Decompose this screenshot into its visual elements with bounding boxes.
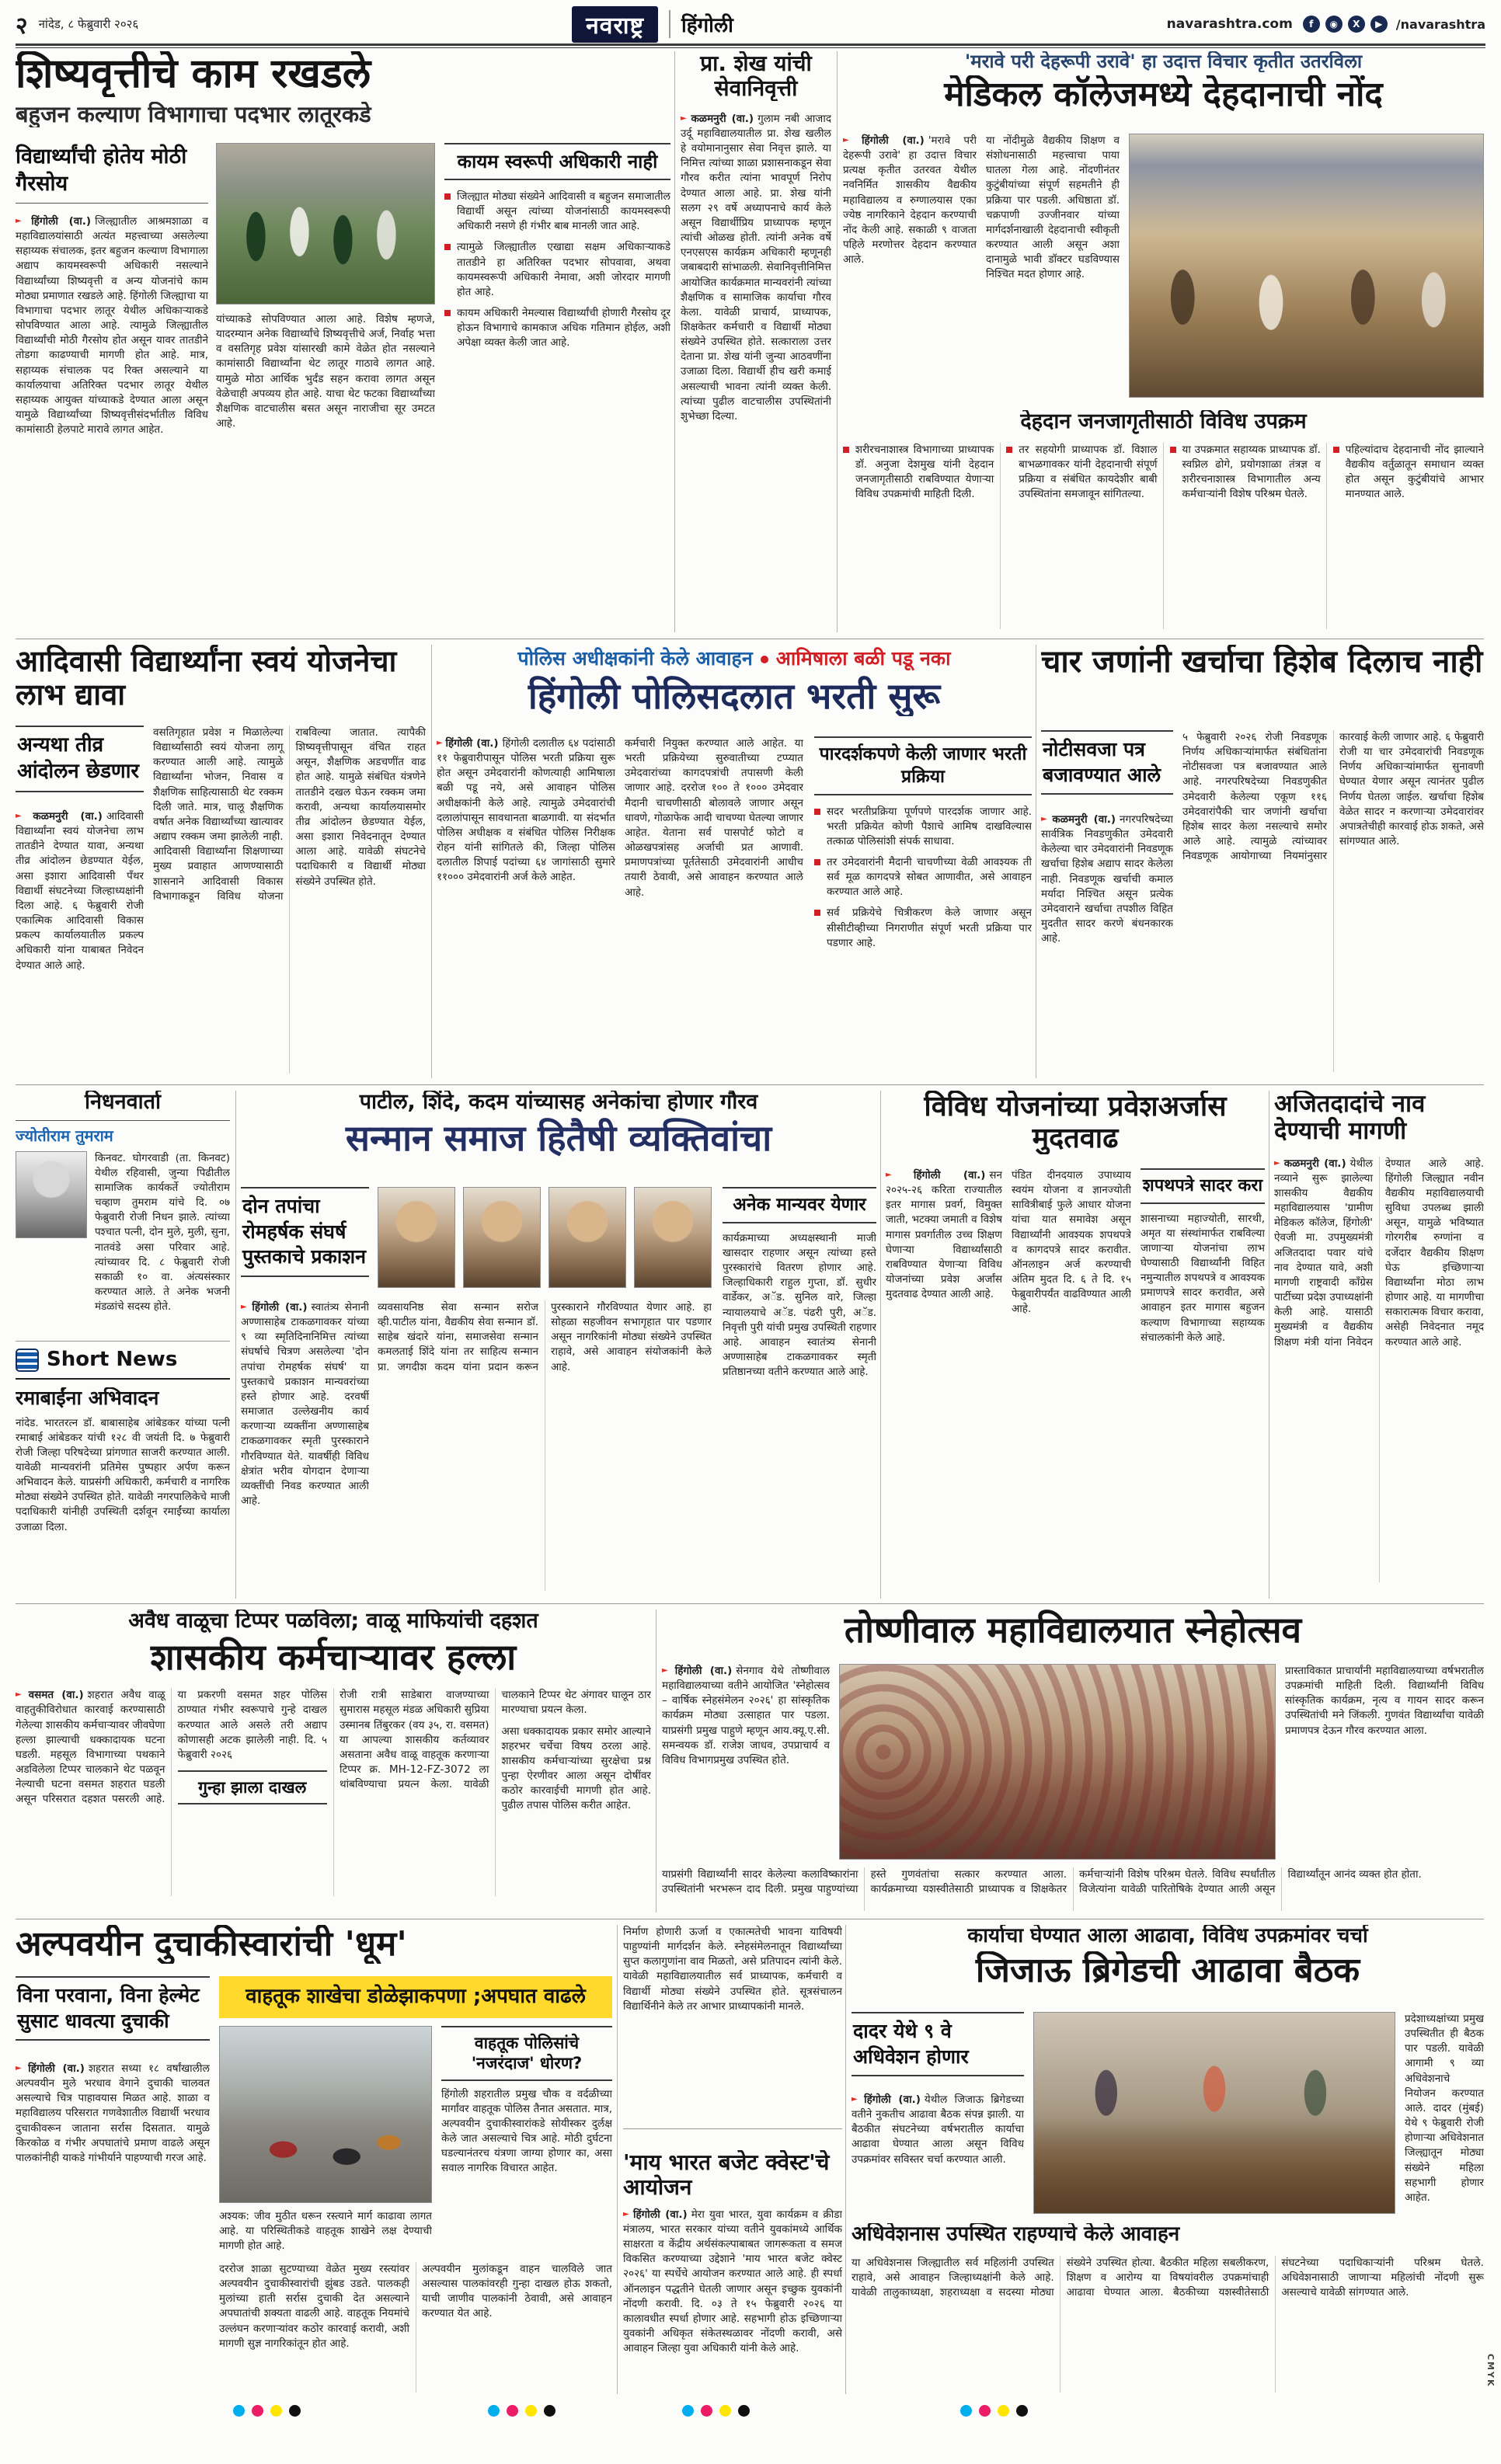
- edition-label: हिंगोली: [669, 10, 733, 38]
- continuation-text: निर्माण होणारी ऊर्जा व एकात्मतेची भावना याविषयी पाहुण्यांनी मार्गदर्शन केले. स्नेहसंमेलनातून विद्यार्थ्यांच्या सुप्त कलागुणांना वाव मिळतो, असे प्रतिपादन त्यांनी केले. यावेळी महाविद्यालयातील सर्व प्राध्यापक, कर्मचारी व विद्यार्थी मोठ्या संख्येने उपस्थित होते. सूत्रसंचालन विद्यार्थिनीने केले तर आभार प्राध्यापकांनी मानले.: [623, 1926, 842, 2013]
- bullet: सर्व प्रक्रियेचे चित्रीकरण केले जाणार असून सीसीटीव्हीच्या निगराणीत संपूर्ण भरती प्रक्रिया पार पडणार आहे.: [814, 906, 1032, 950]
- yellow-dot: [998, 2405, 1009, 2417]
- body-run: स्वातंत्र्य सेनानी अण्णासाहेब टाकळगावकर यांच्या ९ व्या स्मृतिदिनानिमित्त त्यांच्या संघर्षाचे चित्रण असलेल्या 'दोन तपांचा रोमहर्षक संघर्ष' या पुस्तकाचे प्रकाशन मान्यवरांच्या हस्ते होणार आहे. दरवर्षी समाजात उल्लेखनीय कार्य करणाऱ्या व्यक्तींना अण्णासाहेब टाकळगावकर स्मृती पुरस्काराने गौरविण्यात येते. यावर्षीही विविध क्षेत्रांत भरीव योगदान देणाऱ्या व्यक्तींची निवड करण्यात आली आहे.: [241, 1301, 369, 1508]
- kicker: 'मरावे परी देहरूपी उरावे' हा उदात्त विचार कृतीत उतरविला: [964, 51, 1363, 72]
- article-budget-quest: [623, 1925, 842, 2394]
- headline: शासकीय कर्मचाऱ्यावर हल्ला: [150, 1636, 517, 1678]
- cyan-dot: [682, 2405, 694, 2417]
- photo-caption: अश्यक: जीव मुठीत धरून रस्त्याने मार्ग काढावा लागत आहे. या परिस्थितीकडे वाहतूक शाखेने लक्ष देण्याची मागणी होत आहे.: [219, 2210, 432, 2253]
- article-jijau: [851, 1925, 1484, 2394]
- body-run: आदिवासी विद्यार्थ्यांना स्वयं योजनेचा लाभ तातडीने देण्यात यावा, अन्यथा तीव्र आंदोलन छेडण्यात येईल, असा इशारा आदिवासी पँथर विद्यार्थी संघटनेच्या जिल्हाध्यक्षांनी दिला आहे. ६ फेब्रुवारी रोजी एकात्मिक आदिवासी विकास प्रकल्प कार्यालयातील प्रकल्प अधिकारी यांना याबाबत निवेदन देण्यात आले आहे.: [16, 810, 144, 972]
- body-run: 'मरावे परी देहरूपी उरावे' हा उदात्त विचार प्रत्यक्ष कृतीत उतरवत येथील नवनिर्मित शासकीय वैद्यकीय महाविद्यालय व रुग्णालयास एका ज्येष्ठ नागरिकाने देहदान करण्याची नोंद केली आहे. सकाळी ९ वाजता पहिले मरणोत्तर देहदान करण्यात आले.: [843, 134, 977, 266]
- cyan-dot: [233, 2405, 245, 2417]
- article-yojana: [886, 1091, 1265, 1599]
- body-text-3: असा धक्कादायक प्रकार समोर आल्याने शहरभर चर्चेचा विषय ठरला आहे. शासकीय कर्मचाऱ्यांच्या सुरक्षेचा प्रश्न पुन्हा ऐरणीवर आला असून दोषींवर कठोर कारवाईची मागणी होत आहे. पुढील तपास पोलिस करीत आहेत.: [501, 1724, 651, 1812]
- affidavit-box: [1141, 1168, 1265, 1591]
- youtube-icon: ▶: [1370, 16, 1388, 33]
- column-rule: [837, 51, 838, 632]
- black-dot: [738, 2405, 750, 2417]
- dignitaries-box: [723, 1187, 876, 1591]
- kicker-right: आमिषाला बळी पडू नका: [775, 647, 951, 670]
- header-right: [1167, 16, 1485, 33]
- body-text: [241, 1300, 369, 1591]
- magenta-dot: [507, 2405, 518, 2417]
- body-text-2: यांच्याकडे सोपविण्यात आला आहे. विशेष म्हणजे, यादरम्यान अनेक विद्यार्थ्यांचे शिष्यवृत्तीचे अर्ज, निर्वाह भत्ता व वसतिगृह प्रवेश यांसारखी कामे वेळेत होत नसल्याने कामांसाठी विद्यार्थ्यांना थेट लातूर गाठावे लागत आहे. यामुळे मोठा आर्थिक भुर्दंड सहन करावा लागत असून वेळेचाही अपव्यय होत आहे. याचा थेट फटका विद्यार्थ्यांच्या शैक्षणिक वाटचालीस बसत असून नाराजीचा सूर उमटत आहे.: [216, 313, 435, 430]
- body-text-2: वसतिगृहात प्रवेश न मिळालेल्या विद्यार्थ्यांसाठी स्वयं योजना लागू करण्यात आली आहे. त्यामुळे विद्यार्थ्यांना भोजन, निवास व शैक्षणिक साहित्यासाठी थेट रक्कम दिली जाते. मात्र, चालू शैक्षणिक वर्षात अनेक विद्यार्थ्यांच्या खात्यावर अद्याप रक्कम जमा झालेली नाही. आदिवासी विद्यार्थ्यांना शिक्षणाच्या मुख्य प्रवाहात आणण्यासाठी शासनाने आदिवासी विकास विभागाकडून विविध योजना राबविल्या जातात. त्यापैकी शिष्यवृत्तीपासून वंचित राहत असून, शैक्षणिक अडचणींत वाढ होत आहे. यामुळे संबंधित यंत्रणेने तातडीने दखल घेऊन रक्कम जमा करावी, अन्यथा कार्यालयासमोर तीव्र आंदोलन छेडण्यात येईल, असा इशारा निवेदनातून देण्यात आला आहे. यावेळी संघटनेचे पदाधिकारी व विद्यार्थी मोठ्या संख्येने उपस्थित होते.: [153, 726, 426, 903]
- article-snehotsav: [662, 1610, 1484, 1914]
- dateline: नांदेड, ८ फेब्रुवारी २०२६: [38, 17, 139, 31]
- kicker-left: पोलिस अधीक्षकांनी केले आवाहन: [517, 647, 753, 670]
- headline: प्रा. शेख यांची सेवानिवृत्ती: [700, 51, 812, 101]
- box-bullet: जिल्ह्यात मोठ्या संख्येने आदिवासी व बहुजन समाजातील विद्यार्थी असून त्यांच्या योजनांसाठी कायमस्वरूपी अधिकारी नसणे ही गंभीर बाब मानली जात आहे.: [444, 190, 670, 234]
- box-head: अनेक मान्यवर येणार: [723, 1187, 876, 1223]
- byline: ► हिंगोली (वा.): [662, 1665, 732, 1677]
- traffic-police-box: [441, 2026, 612, 2254]
- black-dot: [289, 2405, 301, 2417]
- headline: हिंगोली पोलिसदलात भरती सुरू: [528, 676, 941, 717]
- body-bottom-strip: याप्रसंगी विद्यार्थ्यांनी सादर केलेल्या कलाविष्कारांना उपस्थितांनी भरभरून दाद दिली. प्रमुख पाहुण्यांच्या हस्ते गुणवंतांचा सत्कार करण्यात आला. कार्यक्रमाच्या यशस्वीतेसाठी प्राध्यापक व शिक्षकेतर कर्मचाऱ्यांनी विशेष परिश्रम घेतले. विविध स्पर्धांतील विजेत्यांना यावेळी पारितोषिके देण्यात आली असून विद्यार्थ्यांतून आनंद व्यक्त होत होता.: [662, 1868, 1422, 1896]
- body-text: [843, 134, 977, 398]
- article-shaikh-retirement: [681, 51, 831, 634]
- headline: चार जणांनी खर्चाचा हिशेब दिलाच नाही: [1041, 645, 1483, 680]
- body-text-2: रोजी रात्री साडेबारा वाजण्याच्या सुमारास महसूल मंडळ अधिकारी सुप्रिया उस्मानब तिंबुरकर (वय ३५, रा. वसमत) या आपल्या शासकीय कर्तव्यावर असताना अवैध वाळू वाहतूक करणाऱ्या टिप्पर क्र. MH-12-FZ-3072 ला थांबविण्याचा प्रयत्न केला. यावेळी चालकाने टिप्पर थेट अंगावर घालून ठार मारण्याचा प्रयत्न केला.: [340, 1689, 651, 1791]
- byline: ► वसमत (वा.): [16, 1689, 84, 1701]
- headline: सन्मान समाज हितैषी व्यक्तिवांचा: [345, 1117, 772, 1159]
- body-text-3: अल्पवयीन मुलांकडून वाहन चालविले जात असल्यास पालकांवरही गुन्हा दाखल होऊ शकतो, याची जाणीव पालकांनी ठेवावी, असे आवाहन करण्यात येत आहे.: [422, 2263, 612, 2320]
- magenta-dot: [252, 2405, 263, 2417]
- kicker-row: [437, 645, 1032, 671]
- facebook-icon: f: [1303, 16, 1320, 33]
- body-run: येथील नव्याने सुरू झालेल्या शासकीय वैद्यकीय महाविद्यालयास 'ग्रामीण मेडिकल कॉलेज, हिंगोली' ऐवजी मा. उपमुख्यमंत्री अजितदादा पवार यांचे नाव देण्यात यावे, अशी मागणी राष्ट्रवादी काँग्रेस पार्टीच्या प्रदेश उपाध्यक्षांनी केली आहे. यासाठी मुख्यमंत्री व वैद्यकीय शिक्षण मंत्री यांना निवेदन देण्यात आले आहे. हिंगोली जिल्ह्यात नवीन वैद्यकीय महाविद्यालयाची सुविधा उपलब्ध झाली असून, यामुळे भविष्यात गोरगरीब रुग्णांना व दर्जेदार वैद्यकीय शिक्षण घेऊ इच्छिणाऱ्या विद्यार्थ्यांना मोठा लाभ होणार आहे. या मागणीचा सकारात्मक विचार करावा, असेही निवेदनात नमूद करण्यात आले आहे.: [1274, 1157, 1484, 1349]
- body-run: गुलाम नबी आजाद उर्दू महाविद्यालयातील प्रा. शेख खलील हे वयोमानानुसार सेवा निवृत्त झाले. या निमित्त त्यांच्या शाळा प्रशासनाकडून सेवा गौरव करीत त्यांना भावपूर्ण निरोप देण्यात आला आहे. प्रा. शेख यांनी सलग २९ वर्षे अध्यापनाचे कार्य केले असून विद्यार्थीप्रिय प्राध्यापक म्हणून त्यांची ओळख होती. त्यांनी अनेक वर्षे एनएसएस कार्यक्रम अधिकारी म्हणूनही जबाबदारी सांभाळली. सेवानिवृत्तीनिमित्त आयोजित कार्यक्रमात मान्यवरांनी त्यांच्या शैक्षणिक व सामाजिक कार्याचा गौरव केला. यावेळी प्राचार्य, प्राध्यापक, शिक्षकेतर कर्मचारी व विद्यार्थी मोठ्या संख्येने उपस्थित होते. सत्काराला उत्तर देताना प्रा. शेख यांनी जुन्या आठवणींना उजाळा दिला. विद्यार्थी हीच खरी कमाई असल्याची भावना त्यांनी व्यक्त केली. त्यांच्या पुढील वाटचालीस उपस्थितांनी शुभेच्छा दिल्या.: [681, 112, 831, 423]
- body-run: सन २०२५-२६ करिता राज्यातील इतर मागास प्रवर्ग, विमुक्त जाती, भटक्या जमाती व विशेष मागास प्रवर्गातील उच्च शिक्षण घेणाऱ्या विद्यार्थ्यांसाठी राबविण्यात येणाऱ्या विविध योजनांच्या प्रवेश अर्जांस मुदतवाढ देण्यात आली आहे.: [886, 1169, 1002, 1301]
- box-body: शासनाच्या महाज्योती, सारथी, अमृत या संस्थांमार्फत राबविल्या जाणाऱ्या योजनांचा लाभ घेण्यासाठी विद्यार्थ्यांनी विहित नमुन्यातील शपथपत्रे व आवश्यक प्रमाणपत्रे सादर करावीत, असे आवाहन इतर मागास बहुजन कल्याण विभागाच्या सहाय्यक संचालकांनी केले आहे.: [1141, 1212, 1265, 1344]
- body-text: [851, 2093, 1024, 2214]
- sub-head: दोन तपांचा रोमहर्षक संघर्ष पुस्तकाचे प्रकाशन: [241, 1187, 369, 1277]
- section-rule: [16, 1341, 230, 1342]
- body-text: [16, 2062, 210, 2393]
- yellow-dot: [719, 2405, 731, 2417]
- photo-deceased: [16, 1151, 87, 1238]
- body-columns: [16, 1688, 651, 1896]
- yellow-dot: [270, 2405, 282, 2417]
- body-text: नांदेड. भारतरत्न डॉ. बाबासाहेब आंबेडकर यांच्या पत्नी रमाबाई आंबेडकर यांची १२८ वी जयंती दि. ७ फेब्रुवारी रोजी जिल्हा परिषदेच्या प्रांगणात साजरी करण्यात आली. यावेळी मान्यवरांनी प्रतिमेस पुष्पहार अर्पण करून अभिवादन केले. याप्रसंगी अधिकारी, कर्मचारी व नागरिक मोठ्या संख्येने उपस्थित होते. यावेळी नगरपालिकेचे माजी पदाधिकारी यांनीही उपस्थिती दर्शवून रमाईंच्या कार्याला उजाळा दिला.: [16, 1416, 230, 1533]
- body-text: [662, 1664, 830, 1860]
- body-text: [16, 809, 144, 1074]
- instagram-icon: ◉: [1325, 16, 1343, 33]
- sub-head: नोटीसवजा पत्र बजावण्यात आले: [1041, 730, 1173, 795]
- byline: ► कळमनुरी (वा.): [1274, 1157, 1346, 1170]
- header-rule: [16, 44, 1485, 48]
- transparency-box: [814, 736, 1032, 1072]
- page-header: [16, 6, 1485, 42]
- article-sanman: [241, 1091, 876, 1599]
- mini-rule: [623, 2128, 842, 2129]
- box-head: शपथपत्रे सादर करा: [1141, 1168, 1265, 1204]
- body-text-2: पंडित दीनदयाल उपाध्याय स्वयंम योजना व ज्ञानज्योती सावित्रीबाई फुले आधार योजना यांचा यात समावेश असून विद्यार्थ्यांनी आवश्यक शपथपत्रे व कागदपत्रे सादर करावीत. ऑनलाइन अर्ज करण्याची अंतिम मुदत दि. ६ ते दि. १५ फेब्रुवारीपर्यंत वाढविण्यात आली आहे.: [1012, 1169, 1131, 1316]
- article-adivasi: [16, 645, 426, 1078]
- headline: विविध योजनांच्या प्रवेशअर्जास मुदतवाढ: [924, 1091, 1227, 1155]
- masthead: [572, 6, 733, 43]
- photo-snehotsav-group: [839, 1664, 1276, 1860]
- print-registration-dots: [682, 2405, 750, 2417]
- body-text-2: ५ फेब्रुवारी २०२६ रोजी निवडणूक निर्णय अधिकाऱ्यांमार्फत संबंधितांना नोटीसवजा पत्र बजावण्यात आले आहे. नगरपरिषदेच्या निवडणुकीत उमेदवारी केलेल्या एकूण ११६ उमेदवारांपैकी चार जणांनी खर्चाचा हिशेब सादर केला नसल्याचे समोर आले आहे. त्यामुळे त्यांच्यावर निवडणूक आयोगाच्या नियमांनुसार कारवाई केली जाणार आहे. ६ फेब्रुवारी रोजी या चार उमेदवारांची निवडणूक निर्णय अधिकाऱ्यांमार्फत सुनावणी घेण्यात येणार असून त्यानंतर पुढील निर्णय घेतला जाईल. खर्चाचा हिशेब वेळेत सादर न करणाऱ्या उमेदवारांवर अपात्रतेचीही कारवाई होऊ शकते, असे सांगण्यात आले.: [1182, 731, 1484, 863]
- byline: ► हिंगोली (वा.): [843, 134, 925, 147]
- headline: तोष्णीवाल महाविद्यालयात स्नेहोत्सव: [844, 1610, 1302, 1651]
- byline: ► हिंगोली (वा.): [623, 2208, 688, 2221]
- body-run: येथील जिजाऊ ब्रिगेडच्या वतीने नुकतीच आढावा बैठक संपन्न झाली. या बैठकीत संघटनेच्या वर्षभरातील कार्याचा आढावा घेण्यात आला असून विविध उपक्रमांवर सविस्तर चर्चा करण्यात आली.: [851, 2093, 1024, 2166]
- body-text-2: दररोज शाळा सुटण्याच्या वेळेत मुख्य रस्त्यांवर अल्पवयीन दुचाकीस्वारांची झुंबड उडते. पालकही मुलांच्या हाती सर्रास दुचाकी देत असल्याने अपघातांची शक्यता वाढली आहे. वाहतूक नियमांचे उल्लंघन करणाऱ्यांवर कठोर कारवाई करावी, अशी मागणी सुज्ञ नागरिकांतून होत आहे.: [219, 2263, 409, 2350]
- sub-head: गुन्हा झाला दाखल: [178, 1770, 328, 1804]
- x-icon: X: [1348, 16, 1365, 33]
- byline: ► हिंगोली (वा.): [16, 2062, 85, 2075]
- column-rule: [880, 1091, 881, 1599]
- short-news-header: [16, 1349, 230, 1380]
- cmyk-label: CMYK: [1485, 2354, 1496, 2388]
- article-police-recruitment: [437, 645, 1032, 1078]
- deceased-name: ज्योतीराम तुमराम: [16, 1126, 113, 1145]
- body-text: [16, 214, 208, 630]
- article-dhoom: [16, 1925, 612, 2394]
- body-text-2: प्रास्ताविकात प्राचार्यांनी महाविद्यालयाच्या वर्षभरातील उपक्रमांची माहिती दिली. विद्यार्थ्यांनी विविध सांस्कृतिक कार्यक्रम, नृत्य व गायन सादर करून उपस्थितांची मने जिंकली. गुणवंत विद्यार्थ्यांचा यावेळी प्रमाणपत्र देऊन गौरव करण्यात आला.: [1285, 1665, 1484, 1737]
- box-bullet: कायम अधिकारी नेमल्यास विद्यार्थ्यांची होणारी गैरसोय दूर होऊन विभागाचे कामकाज अधिक गतिमान होईल, अशी अपेक्षा व्यक्त केली जात आहे.: [444, 306, 670, 350]
- photo-meeting: [1033, 2012, 1395, 2214]
- social-handle: /navarashtra: [1395, 16, 1485, 32]
- portrait-photo-4: [634, 1187, 712, 1288]
- body-text: [1041, 813, 1173, 1072]
- obituary-section-head: निधनवार्ता: [16, 1091, 230, 1121]
- portrait-photo-1: [378, 1187, 455, 1288]
- byline: ► हिंगोली (वा.): [241, 1301, 308, 1314]
- body-run: नगरपरिषदेच्या सार्वत्रिक निवडणुकीत उमेदवारी केलेल्या चार उमेदवारांनी निवडणूक खर्चाचा हिशेब अद्याप सादर केलेला नाही. निवडणूक खर्चाची कमाल मर्यादा निश्चित असून प्रत्येक उमेदवाराने खर्चाचा तपशील विहित मुदतीत सादर करणे बंधनकारक आहे.: [1041, 813, 1173, 945]
- body-run: शहरात सध्या १८ वर्षांखालील अल्पवयीन मुले भरधाव वेगाने दुचाकी चालवत असल्याचे चित्र पाहावयास मिळत आहे. शाळा व महाविद्यालय परिसरात गणवेशातील विद्यार्थी भरधाव दुचाकीवरून जाताना सर्रास दिसतात. यामुळे किरकोळ व गंभीर अपघातांचे प्रमाण वाढले असून पालकांनीही याकडे गांभीर्याने पाहण्याची गरज आहे.: [16, 2062, 210, 2164]
- headline: शिष्यवृत्तीचे काम रखडले: [16, 51, 371, 97]
- body-run: मेरा युवा भारत, युवा कार्यक्रम व क्रीडा मंत्रालय, भारत सरकार यांच्या वतीने युवकांमध्ये आर्थिक साक्षरता व केंद्रीय अर्थसंकल्पाबाबत जागरूकता व समज विकसित करण्याच्या उद्देशाने 'माय भारत बजेट क्वेस्ट २०२६' या स्पर्धेचे आयोजन करण्यात आले आहे. ही स्पर्धा ऑनलाइन पद्धतीने घेतली जाणार असून इच्छुक युवकांनी नोंदणी करावी. दि. ०३ ते १५ फेब्रुवारी २०२६ या कालावधीत स्पर्धा होणार आहे. सहभागी होऊ इच्छिणाऱ्या युवकांनी अधिकृत संकेतस्थळावर नोंदणी करावी, असे आवाहन जिल्हा युवा अधिकारी यांनी केले आहे.: [623, 2208, 842, 2355]
- box-body: कार्यक्रमाच्या अध्यक्षस्थानी माजी खासदार राहणार असून त्यांच्या हस्ते पुरस्कारांचे वितरण होणार आहे. जिल्हाधिकारी राहुल गुप्ता, डॉ. सुधीर वार्डेकर, अॅड. सुनिल वारे, जिल्हा न्यायालयाचे अॅड. पंढरी पुरी, अॅड. निवृत्ती पुरी यांची प्रमुख उपस्थिती राहणार आहे. आवाहन स्वातंत्र्य सेनानी अण्णासाहेब टाकळगावकर स्मृती प्रतिष्ठानच्या वतीने करण्यात आले आहे.: [723, 1231, 876, 1379]
- band-rule: [16, 1084, 1484, 1085]
- column-rule: [674, 51, 675, 632]
- article-expense-accounts: [1041, 645, 1484, 1078]
- byline: ► हिंगोली (वा.): [437, 737, 499, 750]
- headline: जिजाऊ ब्रिगेडची आढावा बैठक: [975, 1951, 1360, 1990]
- column-rule: [845, 1925, 846, 2394]
- bullet: शरीरचनाशास्त्र विभागाच्या प्राध्यापक डॉ. अनुजा देशमुख यांनी देहदान जनजागृतीसाठी राबविण्यात येणाऱ्या विविध उपक्रमांची माहिती दिली.: [843, 443, 994, 503]
- black-dot: [1016, 2405, 1028, 2417]
- body-columns: [1274, 1157, 1484, 1582]
- sub-head: विना परवाना, विना हेल्मेट सुसाट धावत्या दुचाकी: [16, 1976, 210, 2041]
- print-registration-dots: [233, 2405, 301, 2417]
- black-dot: [544, 2405, 555, 2417]
- body-text-2: या नोंदीमुळे वैद्यकीय शिक्षण व संशोधनासाठी महत्त्वाचा पाया घातला गेला आहे. नोंदणीनंतर कुटुंबीयांच्या संपूर्ण सहमतीने ही प्रक्रिया पार पडली. अधिष्ठाता डॉ. चक्रपाणी उज्जीनवार यांच्या मार्गदर्शनाखाली देहदानाची स्वीकृती करण्यात आली असून अशा दानामुळे भावी डॉक्टर घडविण्यास निश्चित मदत होणार आहे.: [986, 134, 1120, 281]
- website-url: navarashtra.com: [1166, 16, 1293, 32]
- side-head: विद्यार्थ्यांची होतेय मोठी गैरसोय: [16, 143, 208, 204]
- bullet: तर सहयोगी प्राध्यापक डॉ. विशाल बाभळगावकर यांनी देहदानाची संपूर्ण प्रक्रिया व संबंधित कायदेशीर बाबी उपस्थितांना समजावून सांगितल्या.: [1006, 443, 1157, 503]
- body-run: जिल्ह्यातील आश्रमशाळा व महाविद्यालयांसाठी अत्यंत महत्त्वाच्या असलेल्या सहाय्यक संचालक, इतर बहुजन कल्याण विभागाला अद्याप कायमस्वरूपी अधिकारी नसल्याने विद्यार्थ्यांच्या शिष्यवृत्ती व अन्य योजनांचे काम मोठ्या प्रमाणात रखडले आहे. हिंगोली जिल्ह्याचा या विभागाचा पदभार लातूर येथील अधिकाऱ्याकडे सोपविण्यात आला आहे. त्यामुळे जिल्ह्यातील विद्यार्थ्यांची मोठी गैरसोय होत असून यावर तातडीने तोडगा काढण्याची मागणी होत आहे. मात्र, सहाय्यक संचालक पद रिक्त असल्याने या कार्यालयाचा अतिरिक्त पदभार लातूर येथील सहाय्यक आयुक्त यांच्याकडे देण्यात आला असून यामुळे विद्यार्थ्यांच्या शिष्यवृत्तीसंदर्भातील विविध कामांसाठी हेलपाटे मारावे लागत आहेत.: [16, 215, 208, 437]
- byline: ► कळमनुरी (वा.): [681, 113, 754, 125]
- no-permanent-officer-box: [444, 143, 670, 631]
- print-registration-dots: [960, 2405, 1028, 2417]
- column-rule: [617, 1925, 618, 2394]
- byline: ► कळमनुरी (वा.): [1041, 813, 1116, 826]
- subheadline: बहुजन कल्याण विभागाचा पदभार लातूरकडे: [16, 102, 371, 128]
- body-text-2: कर्मचारी नियुक्त करण्यात आले आहेत. या भरती प्रक्रियेच्या सुरुवातीच्या टप्प्यात उमेदवारांच्या कागदपत्रांची तपासणी केली जाणार आहे. दररोज १०० ते १००० उमेदवार मैदानी चाचणीसाठी बोलावले जाणार असून धावणे, गोळाफेक आदी चाचण्या घेतल्या जाणार आहेत. येताना सर्व पासपोर्ट फोटो व ओळखपत्रांसह अर्जाची प्रत आणावी. प्रमाणपत्रांच्या पूर्ततेसाठी उमेदवारांनी आधीच तयारी ठेवावी, असे आवाहन करण्यात आले आहे.: [625, 737, 803, 899]
- band-rule: [16, 1603, 1484, 1604]
- box-body: हिंगोली शहरातील प्रमुख चौक व वर्दळीच्या मार्गांवर वाहतूक पोलिस तैनात असतात. मात्र, अल्पवयीन दुचाकीस्वारांकडे सोयीस्कर दुर्लक्ष केले जात असल्याचे चित्र आहे. मोठी दुर्घटना घडल्यानंतरच यंत्रणा जाग्या होणार का, असा सवाल नागरिक विचारत आहेत.: [441, 2087, 612, 2175]
- page-number: २: [16, 12, 28, 40]
- headline: अल्पवयीन दुचाकीस्वारांची 'धूम': [16, 1925, 407, 1964]
- bullet: सदर भरतीप्रक्रिया पूर्णपणे पारदर्शक जाणार आहे. भरती प्रक्रियेत कोणी पैशाचे आमिष दाखविल्यास तत्काळ पोलिसांशी संपर्क साधावा.: [814, 805, 1032, 849]
- photo-bikes: [219, 2026, 432, 2203]
- article-scholarship: [16, 51, 670, 634]
- kicker: कार्याचा घेण्यात आला आढावा, विविध उपक्रमांवर चर्चा: [967, 1925, 1368, 1947]
- cyan-dot: [960, 2405, 972, 2417]
- byline: ► हिंगोली (वा.): [851, 2093, 921, 2106]
- cyan-dot: [488, 2405, 500, 2417]
- box-head: कायम स्वरूपी अधिकारी नाही: [444, 143, 670, 180]
- headline: मेडिकल कॉलेजमध्ये देहदानाची नोंद: [944, 75, 1383, 115]
- body-columns: [219, 2262, 612, 2393]
- column-rule: [235, 1091, 236, 1599]
- byline: ► कळमनुरी (वा.): [16, 810, 103, 823]
- print-registration-dots: [488, 2405, 555, 2417]
- magenta-dot: [701, 2405, 712, 2417]
- body-text-2: प्रदेशाध्यक्षांच्या प्रमुख उपस्थितीत ही बैठक पार पडली. यावेळी आगामी ९ व्या अधिवेशनाचे नियोजन करण्यात आले. दादर (मुंबई) येथे ९ फेब्रुवारी रोजी होणाऱ्या अधिवेशनात जिल्ह्यातून मोठ्या संख्येने महिला सहभागी होणार आहेत.: [1405, 2013, 1484, 2204]
- body-text: [886, 1168, 1002, 1591]
- highlight-box: वाहतूक शाखेचा डोळेझाकपणा ;अपघात वाढले: [219, 1976, 612, 2018]
- body-text-2: व्यवसायनिष्ठ सेवा सन्मान सरोज व्ही.पाटील यांना, वैद्यकीय सेवा सन्मान डॉ. साहेब खंदारे यांना, समाजसेवा सन्मान कमलताई शिंदे यांना तर साहित्य सन्मान प्रा. जगदीश कदम यांना प्रदान करून पुरस्काराने गौरविण्यात येणार आहे. हा सोहळा सहजीवन सभागृहात पार पडणार असून नागरिकांनी मोठ्या संख्येने उपस्थित राहावे, असे आवाहन संयोजकांनी केले आहे.: [378, 1301, 712, 1373]
- column-rule: [431, 645, 432, 1078]
- news-icon: [16, 1349, 39, 1372]
- masthead-logo: नवराष्ट्र: [572, 6, 658, 43]
- portrait-photo-3: [549, 1187, 626, 1288]
- magenta-dot: [979, 2405, 991, 2417]
- bullet: तर उमेदवारांनी मैदानी चाचणीच्या वेळी आवश्यक ती सर्व मूळ कागदपत्रे सोबत आणावीत, असे आवाहन करण्यात आले आहे.: [814, 855, 1032, 900]
- article-short-news: [16, 1349, 230, 1599]
- sub-head: अन्यथा तीव्र आंदोलन छेडणार: [16, 726, 144, 792]
- short-news-label: Short News: [47, 1349, 178, 1372]
- article-obituary: [16, 1091, 230, 1336]
- yellow-dot: [525, 2405, 537, 2417]
- kicker: अवैध वाळूचा टिप्पर पळविला; वाळू माफियांची दहशत: [128, 1610, 538, 1633]
- body-run: सेनगाव येथे तोष्णीवाल महाविद्यालयाच्या वतीने आयोजित 'स्नेहोत्सव – वार्षिक स्नेहसंमेलन २०२६' हा सांस्कृतिक कार्यक्रम मोठ्या उत्साहात पार पडला. याप्रसंगी प्रमुख पाहुणे म्हणून आय.क्यू.ए.सी. समन्वयक डॉ. राजेश जाधव, उपप्राचार्य व विविध विभागप्रमुख उपस्थित होते.: [662, 1665, 830, 1766]
- body-text: किनवट. घोगरवाडी (ता. किनवट) येथील रहिवासी, जुन्या पिढीतील सामाजिक कार्यकर्ते ज्योतीराम चव्हाण तुमराम यांचे दि. ०७ फेब्रुवारी रोजी निधन झाले. त्यांच्या पश्चात पत्नी, दोन मुले, मुली, सुना, नातवंडे असा परिवार आहे. त्यांच्यावर दि. ८ फेब्रुवारी रोजी सकाळी १० वा. अंत्यसंस्कार करण्यात आले. ते अनेक भजनी मंडळांचे सदस्य होते.: [95, 1151, 230, 1314]
- header-left: [16, 9, 138, 40]
- byline: ► हिंगोली (वा.): [16, 215, 91, 228]
- headline: अजितदादांचे नाव देण्याची मागणी: [1274, 1091, 1426, 1146]
- portrait-photo-2: [463, 1187, 541, 1288]
- bottom-head: अधिवेशनास उपस्थित राहण्याचे केले आवाहन: [851, 2223, 1180, 2246]
- portrait-row: [378, 1187, 712, 1289]
- headline: रमाबाईंना अभिवादन: [16, 1387, 159, 1409]
- bullet-columns: [843, 443, 1484, 629]
- headline: 'माय भारत बजेट क्वेस्ट'चे आयोजन: [623, 2150, 830, 2200]
- body-run: हिंगोली दलातील ६४ पदांसाठी ११ फेब्रुवारीपासून पोलिस भरती प्रक्रिया सुरू होत असून उमेदवारांनी कोणत्याही आमिषाला बळी पडू नये, असे आवाहन पोलिस अधीक्षकांनी केले आहे. त्यामुळे उमेदवारांची दलालांपासून सावधानता बाळगावी. या संदर्भात पोलिस अधीक्षक व संबंधित पोलिस निरीक्षक रोहन यांनी सांगितले की, जिल्हा पोलिस दलातील शिपाई पदांच्या ६४ जागांसाठी सुमारे ११००० उमेदवारांनी अर्ज केले आहेत.: [437, 737, 615, 884]
- bullet: या उपक्रमात सहाय्यक प्राध्यापक डॉ. स्वप्निल ढोगे, प्रयोगशाळा तंत्रज्ञ व शरीरचनाशास्त्र विभागातील अन्य कर्मचाऱ्यांनी विशेष परिश्रम घेतले.: [1170, 443, 1321, 503]
- headline: आदिवासी विद्यार्थ्यांना स्वयं योजनेचा लाभ द्यावा: [16, 645, 397, 712]
- byline: ► हिंगोली (वा.): [886, 1169, 985, 1182]
- box-bullet: त्यामुळे जिल्ह्यातील एखाद्या सक्षम अधिकाऱ्याकडे तातडीने हा अतिरिक्त पदभार सोपवावा, अथवा कायमस्वरूपी अधिकारी नेमावा, अशी जोरदार मागणी होत आहे.: [444, 240, 670, 300]
- sub-head: देहदान जनजागृतीसाठी विविध उपक्रम: [1020, 410, 1307, 433]
- sub-head: दादर येथे ९ वे अधिवेशन होणार: [851, 2012, 1024, 2076]
- article-attack: [16, 1610, 651, 1914]
- body-run: शहरात अवैध वाळू वाहतुकीविरोधात कारवाई करण्यासाठी गेलेल्या शासकीय कर्मचाऱ्यावर जीवघेणा हल्ला झाल्याची धक्कादायक घटना घडली. महसूल विभागाच्या पथकाने अडविलेला टिप्पर चालकाने थेट पळवून नेल्याची घटना वसमत शहरात घडली असून परिसरात दहशत पसरली आहे. या प्रकरणी वसमत शहर पोलिस ठाण्यात गंभीर स्वरूपाचे गुन्हे दाखल करण्यात आले असले तरी अद्याप कोणासही अटक झालेली नाही. दि. ५ फेब्रुवारी २०२६: [16, 1689, 327, 1806]
- photo-donation-ceremony: [1129, 134, 1484, 398]
- article-body-donation: [843, 51, 1484, 634]
- body-text: [437, 736, 615, 1072]
- article-ajitdada: [1274, 1091, 1484, 1599]
- bottom-body-columns: या अधिवेशनास जिल्ह्यातील सर्व महिलांनी उपस्थित राहावे, असे आवाहन जिल्हाध्यक्षांनी केले आहे. यावेळी तालुकाध्यक्षा, शहराध्यक्षा व सदस्या मोठ्या संख्येने उपस्थित होत्या. बैठकीत महिला सबलीकरण, शिक्षण व आरोग्य या विषयांवरील उपक्रमांचाही आढावा घेण्यात आला. बैठकीच्या यशस्वीतेसाठी संघटनेच्या पदाधिकाऱ्यांनी परिश्रम घेतले. अधिवेशनासाठी जाणाऱ्या महिलांची नोंदणी सुरू असल्याचे यावेळी सांगण्यात आले.: [851, 2257, 1484, 2299]
- box-head: वाहतूक पोलिसांचे 'नजरंदाज' धोरण?: [441, 2026, 612, 2081]
- bullet: पहिल्यांदाच देहदानाची नोंद झाल्याने वैद्यकीय वर्तुळातून समाधान व्यक्त होत असून कुटुंबीयांचे आभार मानण्यात आले.: [1333, 443, 1484, 503]
- box-head: पारदर्शकपणे केली जाणार भरती प्रक्रिया: [814, 736, 1032, 795]
- kicker: पाटील, शिंदे, कदम यांच्यासह अनेकांचा होणार गौरव: [359, 1091, 758, 1114]
- separator-dot: [761, 656, 768, 663]
- photo-students: [216, 143, 435, 305]
